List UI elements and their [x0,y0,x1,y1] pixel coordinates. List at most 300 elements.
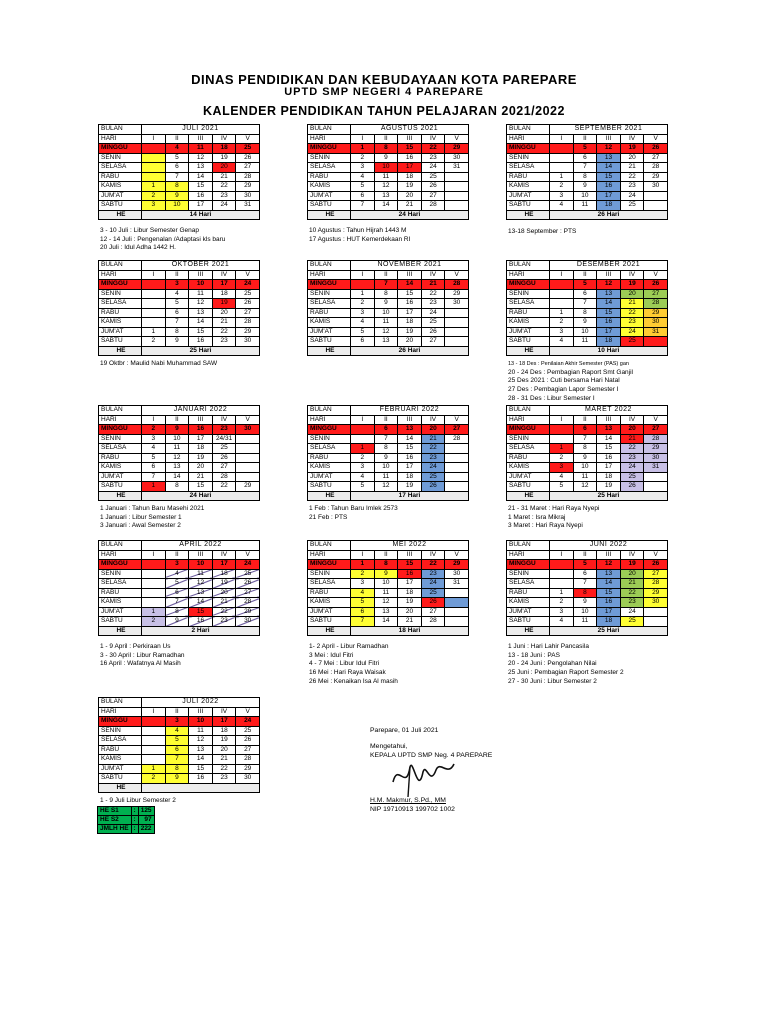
note-line: 1 Januari : Tahun Baru Masehi 2021 [100,505,205,512]
week-number: II [165,270,189,280]
day-name: JUM'AT [308,191,351,201]
note-line: 17 Agustus : HUT Kemerdekaan RI [309,235,411,243]
day-row [507,453,668,463]
date-cell: 29 [445,144,469,154]
week-number: V [236,270,260,280]
month-title: APRIL 2022 [142,541,260,551]
date-cell: 14 [374,617,398,627]
he-row [507,210,668,220]
hari-label: HARI [308,415,351,425]
day-row [308,318,469,328]
day-row [99,764,260,774]
week-number: I [351,550,375,560]
date-cell: 20 [189,463,213,473]
date-cell: 20 [620,153,644,163]
date-cell: 9 [165,425,189,435]
date-cell: 17 [212,717,236,727]
date-cell: 19 [212,736,236,746]
he-label: HE [99,210,142,220]
day-row [308,182,469,192]
date-cell [142,745,166,755]
week-header-row [308,415,469,425]
month-calendar [307,540,469,636]
date-cell [550,289,574,299]
date-cell: 18 [212,726,236,736]
date-cell: 22 [620,172,644,182]
date-cell: 23 [421,569,445,579]
month-title: AGUSTUS 2021 [351,125,469,135]
date-cell: 27 [421,191,445,201]
date-cell: 23 [212,425,236,435]
month-calendar [307,405,469,501]
date-cell [644,201,668,211]
day-name: RABU [308,453,351,463]
week-number: II [573,550,597,560]
stat-sep: : [131,816,138,825]
day-name: JUM'AT [507,607,550,617]
month-title: NOVEMBER 2021 [351,261,469,271]
week-number: III [597,134,621,144]
date-cell: 16 [189,425,213,435]
date-cell: 24 [421,579,445,589]
note-line: 3 - 10 Juli : Libur Semester Genap [100,227,199,234]
day-name: MINGGU [99,144,142,154]
note-line: 21 Feb : PTS [309,513,348,521]
date-cell: 20 [398,191,422,201]
week-number: III [398,415,422,425]
date-cell: 17 [398,463,422,473]
week-number: IV [212,134,236,144]
date-cell: 6 [573,569,597,579]
he-total-row [98,825,155,834]
month-title: JUNI 2022 [550,541,668,551]
date-cell: 3 [351,308,375,318]
he-count: 18 Hari [351,626,469,636]
date-cell: 21 [189,472,213,482]
date-cell: 17 [597,607,621,617]
day-name: MINGGU [99,717,142,727]
date-cell: 17 [398,163,422,173]
day-name: SABTU [507,201,550,211]
week-number: II [573,415,597,425]
date-cell: 22 [212,327,236,337]
date-cell [142,736,166,746]
date-cell: 14 [374,201,398,211]
date-cell: 9 [573,318,597,328]
date-cell: 12 [189,736,213,746]
month-title: SEPTEMBER 2021 [550,125,668,135]
day-row [507,472,668,482]
note-line: 1- 2 April - Libur Ramadhan [309,643,389,650]
he-count: 25 Hari [550,491,668,501]
date-cell: 4 [165,289,189,299]
bulan-label: BULAN [507,261,550,271]
week-number: I [550,550,574,560]
date-cell: 2 [550,182,574,192]
day-name: SABTU [99,337,142,347]
day-row [507,153,668,163]
date-cell: 2 [550,453,574,463]
date-cell: 4 [550,201,574,211]
note-line: 20 Juli : Idul Adha 1442 H. [100,244,176,252]
date-cell: 20 [212,308,236,318]
day-row [308,299,469,309]
day-row [507,327,668,337]
date-cell: 11 [573,617,597,627]
date-cell: 5 [165,299,189,309]
he-count: 2 Hari [142,626,260,636]
date-cell: 12 [374,598,398,608]
date-cell: 29 [644,588,668,598]
day-row [308,560,469,570]
date-cell: 29 [236,327,260,337]
month-title-row [507,406,668,416]
week-number: III [398,134,422,144]
date-cell [445,191,469,201]
date-cell: 27 [236,745,260,755]
date-cell: 23 [421,153,445,163]
date-cell [445,598,469,608]
week-number: I [142,415,166,425]
date-cell: 26 [421,482,445,492]
date-cell: 4 [165,569,189,579]
week-header-row [99,134,260,144]
date-cell: 15 [189,764,213,774]
date-cell: 24/31 [212,434,236,444]
day-row [99,598,260,608]
date-cell: 24 [620,191,644,201]
date-cell: 28 [236,318,260,328]
date-cell: 1 [550,444,574,454]
day-row [308,308,469,318]
day-name: JUM'AT [507,191,550,201]
date-cell: 9 [165,191,189,201]
day-row [308,617,469,627]
week-number: I [351,415,375,425]
date-cell: 8 [573,444,597,454]
week-number: IV [421,550,445,560]
day-row [507,289,668,299]
day-row [308,472,469,482]
month-title: JANUARI 2022 [142,406,260,416]
week-number: IV [421,134,445,144]
month-notes [309,643,398,686]
date-cell [550,280,574,290]
day-row [99,617,260,627]
day-name: JUM'AT [507,472,550,482]
date-cell: 19 [398,482,422,492]
date-cell: 6 [573,153,597,163]
day-row [308,444,469,454]
date-cell: 4 [165,726,189,736]
date-cell: 15 [398,289,422,299]
date-cell: 22 [421,444,445,454]
day-name: SABTU [308,617,351,627]
date-cell: 27 [644,289,668,299]
date-cell: 23 [212,774,236,784]
date-cell: 16 [398,299,422,309]
day-name: MINGGU [308,280,351,290]
date-cell: 27 [644,569,668,579]
day-name: RABU [308,588,351,598]
date-cell: 5 [573,280,597,290]
day-name: SABTU [99,617,142,627]
date-cell: 5 [165,579,189,589]
month-title-row [308,261,469,271]
date-cell: 14 [189,172,213,182]
day-name: SABTU [99,774,142,784]
date-cell [550,144,574,154]
date-cell: 5 [165,153,189,163]
date-cell: 2 [142,774,166,784]
hari-label: HARI [507,550,550,560]
he-row [99,491,260,501]
day-row [99,579,260,589]
date-cell: 26 [620,482,644,492]
date-cell: 25 [236,289,260,299]
hari-label: HARI [308,550,351,560]
date-cell: 5 [550,482,574,492]
day-name: JUM'AT [99,472,142,482]
date-cell: 14 [165,472,189,482]
month-calendar [98,697,260,793]
date-cell: 2 [142,425,166,435]
date-cell: 26 [644,144,668,154]
date-cell: 19 [212,153,236,163]
he-count: 26 Hari [351,346,469,356]
hari-label: HARI [308,270,351,280]
date-cell: 30 [445,299,469,309]
date-cell: 6 [165,163,189,173]
date-cell: 25 [236,569,260,579]
date-cell: 4 [142,444,166,454]
day-row [99,717,260,727]
month-title-row [308,125,469,135]
day-row [308,153,469,163]
date-cell: 22 [421,560,445,570]
date-cell [142,560,166,570]
note-line: 21 - 31 Maret : Hari Raya Nyepi [508,505,600,512]
week-number: III [398,270,422,280]
he-row [507,626,668,636]
note-line: 1 - 9 Juli Libur Semester 2 [100,797,176,804]
date-cell: 5 [142,453,166,463]
date-cell: 24 [212,201,236,211]
date-cell: 22 [212,482,236,492]
date-cell: 20 [620,569,644,579]
month-title-row [99,406,260,416]
date-cell: 28 [421,201,445,211]
he-label: HE [507,346,550,356]
week-number: III [597,415,621,425]
date-cell: 21 [398,617,422,627]
day-row [507,280,668,290]
month-notes [309,505,398,522]
week-number: IV [620,270,644,280]
stat-value: 125 [138,807,154,816]
date-cell [142,598,166,608]
he-label: HE [308,491,351,501]
date-cell: 9 [165,774,189,784]
day-name: KAMIS [507,318,550,328]
date-cell: 13 [165,463,189,473]
day-row [507,144,668,154]
date-cell: 7 [142,472,166,482]
date-cell: 21 [212,172,236,182]
date-cell: 21 [212,755,236,765]
date-cell [550,425,574,435]
date-cell: 30 [644,453,668,463]
day-row [507,299,668,309]
hari-label: HARI [507,270,550,280]
week-number: II [573,270,597,280]
he-count: 10 Hari [550,346,668,356]
month-notes [508,360,633,403]
month-title-row [99,541,260,551]
day-row [507,444,668,454]
note-line: 27 Des : Pembagian Lapor Semester I [508,386,619,394]
week-number: III [597,550,621,560]
day-row [99,774,260,784]
note-line: 13-18 September : PTS [508,228,577,235]
day-name: SABTU [99,482,142,492]
day-row [99,463,260,473]
date-cell: 22 [620,588,644,598]
date-cell: 5 [351,482,375,492]
bulan-label: BULAN [99,261,142,271]
date-cell: 23 [421,299,445,309]
day-name: MINGGU [308,144,351,154]
day-name: MINGGU [99,425,142,435]
date-cell: 31 [644,327,668,337]
he-row [308,210,469,220]
week-number: IV [620,415,644,425]
he-row [308,626,469,636]
header-calendar-title: KALENDER PENDIDIKAN TAHUN PELAJARAN 2021/2022 [203,104,565,118]
week-number: V [236,415,260,425]
signature-title: KEPALA UPTD SMP Neg. 4 PAREPARE [370,752,493,759]
week-number: III [189,550,213,560]
date-cell: 7 [165,598,189,608]
date-cell: 22 [620,444,644,454]
he-label: HE [99,626,142,636]
he-row [308,346,469,356]
month-title-row [99,261,260,271]
date-cell: 21 [421,434,445,444]
date-cell: 18 [398,318,422,328]
day-name: SENIN [308,434,351,444]
date-cell: 8 [374,144,398,154]
date-cell: 4 [550,472,574,482]
he-label: HE [507,626,550,636]
month-title-row [99,125,260,135]
date-cell [351,425,375,435]
date-cell: 17 [212,280,236,290]
date-cell: 10 [374,463,398,473]
date-cell: 6 [165,588,189,598]
day-name: MINGGU [99,280,142,290]
note-line: 16 Mei : Hari Raya Waisak [309,669,386,677]
date-cell: 28 [236,598,260,608]
date-cell: 20 [212,745,236,755]
week-number: V [644,415,668,425]
date-cell: 9 [374,299,398,309]
date-cell [142,172,166,182]
week-number: IV [421,270,445,280]
date-cell [445,337,469,347]
he-count [142,783,260,793]
day-row [507,318,668,328]
day-name: SELASA [99,736,142,746]
date-cell: 30 [236,337,260,347]
date-cell: 22 [212,607,236,617]
day-name: SENIN [308,289,351,299]
day-name: MINGGU [308,560,351,570]
day-name: SENIN [507,289,550,299]
date-cell: 8 [165,607,189,617]
date-cell: 7 [374,434,398,444]
week-number: V [445,415,469,425]
date-cell: 17 [398,308,422,318]
date-cell: 19 [398,182,422,192]
week-number: II [374,134,398,144]
date-cell: 20 [398,337,422,347]
he-row [507,346,668,356]
date-cell [236,444,260,454]
date-cell: 3 [351,463,375,473]
date-cell: 27 [644,153,668,163]
note-line: 16 April : Wafatnya Al Masih [100,660,181,668]
date-cell: 20 [620,289,644,299]
day-row [99,560,260,570]
date-cell: 8 [374,444,398,454]
day-row [99,289,260,299]
day-row [308,425,469,435]
date-cell: 22 [212,764,236,774]
day-row [507,425,668,435]
date-cell [644,191,668,201]
day-name: KAMIS [99,598,142,608]
day-row [507,607,668,617]
date-cell: 17 [597,327,621,337]
date-cell: 4 [165,144,189,154]
date-cell: 7 [165,318,189,328]
he-count: 25 Hari [142,346,260,356]
day-row [308,144,469,154]
date-cell: 2 [142,191,166,201]
day-name: KAMIS [99,463,142,473]
date-cell: 7 [573,163,597,173]
week-number: V [445,270,469,280]
date-cell: 10 [189,560,213,570]
date-cell: 9 [573,182,597,192]
week-number: I [550,134,574,144]
date-cell: 11 [189,144,213,154]
day-name: KAMIS [507,463,550,473]
date-cell: 13 [189,308,213,318]
date-cell: 24 [620,607,644,617]
date-cell: 7 [573,299,597,309]
month-title-row [99,698,260,708]
date-cell: 9 [374,153,398,163]
date-cell: 12 [189,299,213,309]
date-cell: 8 [374,560,398,570]
week-number: IV [212,707,236,717]
day-row [507,201,668,211]
date-cell: 18 [189,444,213,454]
date-cell [142,717,166,727]
day-row [507,579,668,589]
